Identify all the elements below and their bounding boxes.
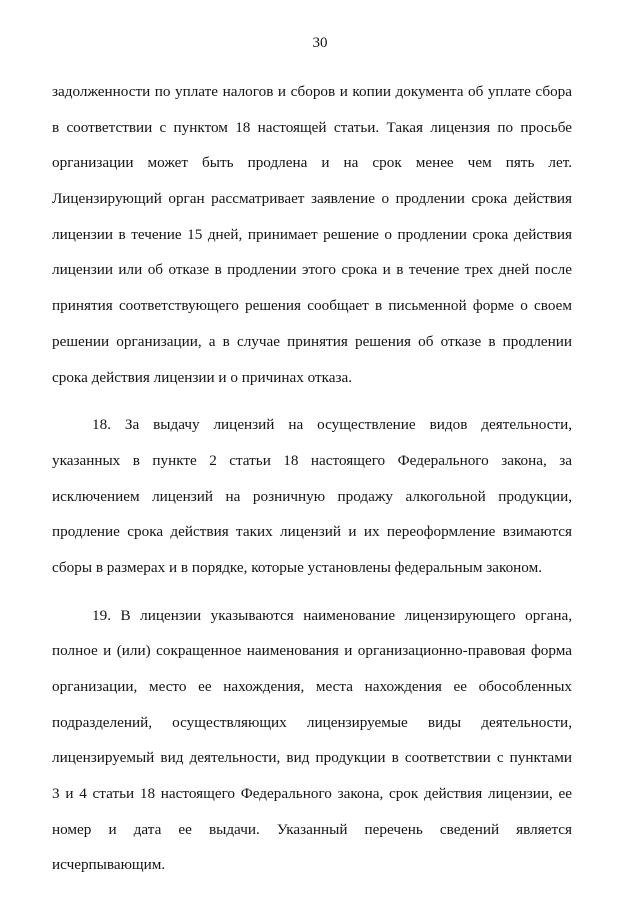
paragraph-19-first-line: 19. В лицензии указываются наименование лицензирующего органа, [92, 606, 572, 624]
text-line: принятия соответствующего решения сообщает в письменной форме о своем [52, 297, 572, 315]
text-line: задолженности по уплате налогов и сборов и копии документа об уплате сбора [52, 83, 572, 100]
text-line: полное и (или) сокращенное наименования и организационно-правовая форма [52, 642, 572, 660]
text-line: указанных в пункте 2 статьи 18 настоящего Федерального закона, за [52, 451, 572, 469]
text-line: решении организации, а в случае принятия решения об отказе в продлении [52, 332, 572, 350]
paragraph-spacer [52, 586, 572, 598]
paragraph-18-first-line: 18. За выдачу лицензий на осуществление видов деятельности, [92, 416, 572, 434]
document-body [52, 74, 572, 883]
text-line: 3 и 4 статьи 18 настоящего Федерального закона, срок действия лицензии, ее [52, 785, 572, 803]
text-line: исчерпывающим. [52, 856, 166, 874]
text-line: подразделений, осуществляющих лицензируемые виды деятельности, [52, 713, 572, 731]
text-line: организации, место ее нахождения, места нахождения ее обособленных [52, 678, 572, 695]
text-line: сборы в размерах и в порядке, которые установлены федеральным законом. [52, 558, 543, 576]
text-line: лицензии в течение 15 дней, принимает решение о продлении срока действия [52, 225, 572, 243]
text-line: Лицензирующий орган рассматривает заявление о продлении срока действия [52, 190, 572, 208]
text-line: номер и дата ее выдачи. Указанный перечень сведений является [52, 820, 572, 838]
text-line: лицензии или об отказе в продлении этого срока и в течение трех дней после [52, 261, 572, 279]
text-line: в соответствии с пунктом 18 настоящей статьи. Такая лицензия по просьбе [52, 118, 572, 136]
text-line: продление срока действия таких лицензий и их переоформление взимаются [52, 523, 572, 541]
page-number: 30 [312, 35, 328, 51]
paragraph-spacer [52, 395, 572, 407]
text-line: срока действия лицензии и о причинах отказа. [52, 368, 353, 386]
text-line: лицензируемый вид деятельности, вид продукции в соответствии с пунктами [52, 749, 572, 767]
text-line: организации может быть продлена и на срок менее чем пять лет. [52, 154, 572, 172]
text-line: исключением лицензий на розничную продажу алкогольной продукции, [52, 487, 572, 505]
